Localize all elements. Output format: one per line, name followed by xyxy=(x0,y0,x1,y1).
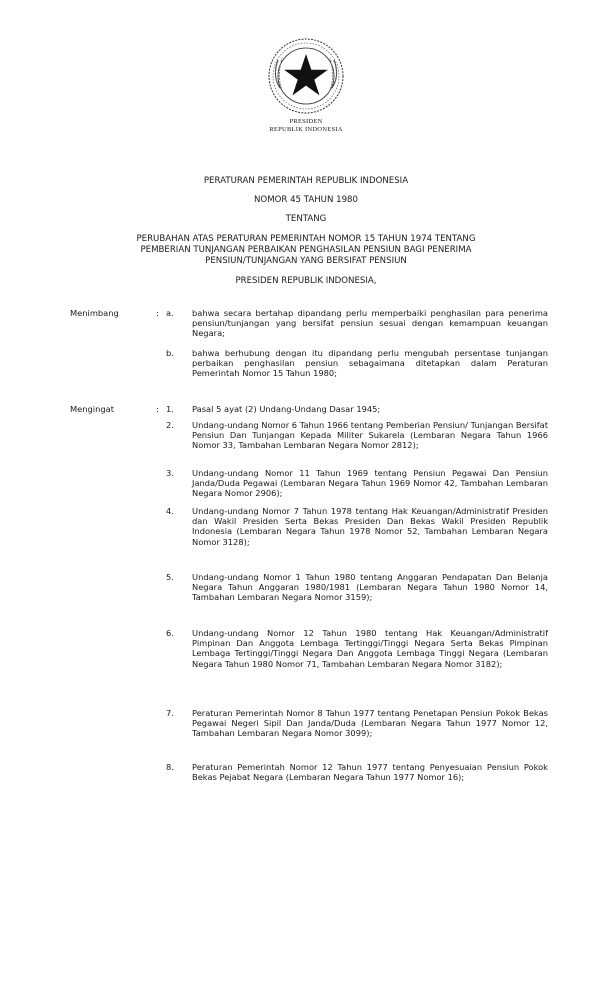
item-text: Peraturan Pemerintah Nomor 8 Tahun 1977 tentang Penetapan Pensiun Pokok Bekas Pegawai Negeri Sipil Dan Janda/Duda (Lembaran Negara Tahun 1977 Nomor 12, Tambahan Lembaran Negara Nomor 3099); xyxy=(192,708,548,739)
item-text: Undang-undang Nomor 1 Tahun 1980 tentang Anggaran Pendapatan Dan Belanja Negara Tahun Anggaran 1980/1981 (Lembaran Negara Tahun 1980 Nomor 14, Tambahan Lembaran Negara Nomor 3159); xyxy=(192,572,548,603)
menimbang-item xyxy=(166,308,548,339)
emblem-caption-line2: REPUBLIK INDONESIA xyxy=(269,126,343,133)
mengingat-item xyxy=(166,420,548,451)
document-number: NOMOR 45 TAHUN 1980 xyxy=(254,195,358,205)
item-number: 5. xyxy=(166,572,174,582)
menimbang-colon: : xyxy=(156,308,159,318)
item-text: Undang-undang Nomor 11 Tahun 1969 tentang Pensiun Pegawai Dan Pensiun Janda/Duda Pegawai (Lembaran Negara Tahun 1969 Nomor 42, Tambahan Lembaran Negara Nomor 2906); xyxy=(192,468,548,499)
document-subject-line2: PEMBERIAN TUNJANGAN PERBAIKAN PENGHASILAN PENSIUN BAGI PENERIMA xyxy=(140,245,472,255)
item-text: Undang-undang Nomor 7 Tahun 1978 tentang Hak Keuangan/Administratif Presiden dan Wakil Presiden Serta Bekas Presiden Dan Bekas Wakil Presiden Republik Indonesia (Lembaran Negara Tahun 1978 Nomor 52, Tambahan Lembaran Negara Nomor 3128); xyxy=(192,506,548,547)
mengingat-item xyxy=(166,572,548,603)
mengingat-item xyxy=(166,762,548,782)
document-title: PERATURAN PEMERINTAH REPUBLIK INDONESIA xyxy=(203,176,409,186)
item-text: Peraturan Pemerintah Nomor 12 Tahun 1977 tentang Penyesuaian Pensiun Pokok Bekas Pejabat Negara (Lembaran Negara Tahun 1977 Nomor 16); xyxy=(192,762,548,783)
item-number: 7. xyxy=(166,708,174,718)
presidential-emblem-icon xyxy=(266,36,346,116)
mengingat-item xyxy=(166,404,548,414)
mengingat-colon: : xyxy=(156,404,159,414)
mengingat-label: Mengingat xyxy=(70,404,114,414)
item-number: 2. xyxy=(166,420,174,430)
document-subject-line3: PENSIUN/TUNJANGAN YANG BERSIFAT PENSIUN xyxy=(205,256,407,266)
item-number: 6. xyxy=(166,628,174,638)
item-text: Undang-undang Nomor 12 Tahun 1980 tentang Hak Keuangan/Administratif Pimpinan Dan Anggota Lembaga Tertinggi/Tinggi Negara Serta Bekas Pimpinan Lembaga Tertinggi/Tinggi Negara Dan Anggota Lembaga Tinggi Negara (Lembaran Negara Tahun 1980 Nomor 71, Tambahan Lembaran Negara Nomor 3182); xyxy=(192,628,548,669)
item-number: 4. xyxy=(166,506,174,516)
mengingat-item xyxy=(166,628,548,669)
item-text: bahwa secara bertahap dipandang perlu memperbaiki penghasilan para penerima pensiun/tunjangan yang bersifat pensiun sesuai dengan kemampuan keuangan Negara; xyxy=(192,308,548,339)
document-tentang: TENTANG xyxy=(285,214,327,224)
mengingat-item xyxy=(166,708,548,739)
item-text: Undang-undang Nomor 6 Tahun 1966 tentang Pemberian Pensiun/ Tunjangan Bersifat Pensiun Dan Tunjangan Kepada Militer Sukarela (Lembaran Negara Tahun 1966 Nomor 33, Tambahan Lembaran Negara Nomor 2812); xyxy=(192,420,548,451)
mengingat-item xyxy=(166,506,548,547)
menimbang-item xyxy=(166,348,548,379)
item-number: 1. xyxy=(166,404,174,414)
menimbang-label: Menimbang xyxy=(70,308,119,318)
item-text: Pasal 5 ayat (2) Undang-Undang Dasar 1945; xyxy=(192,404,381,414)
item-number: 8. xyxy=(166,762,174,772)
item-number: 3. xyxy=(166,468,174,478)
document-authority: PRESIDEN REPUBLIK INDONESIA, xyxy=(235,276,377,286)
emblem-caption-line1: PRESIDEN xyxy=(289,118,323,125)
item-number: b. xyxy=(166,348,174,358)
item-text: bahwa berhubung dengan itu dipandang perlu mengubah persentase tunjangan perbaikan penghasilan pensiun sebagaimana ditetapkan dalam Peraturan Pemerintah Nomor 15 Tahun 1980; xyxy=(192,348,548,379)
mengingat-item xyxy=(166,468,548,499)
document-subject-line1: PERUBAHAN ATAS PERATURAN PEMERINTAH NOMOR 15 TAHUN 1974 TENTANG xyxy=(136,234,476,244)
item-number: a. xyxy=(166,308,174,318)
